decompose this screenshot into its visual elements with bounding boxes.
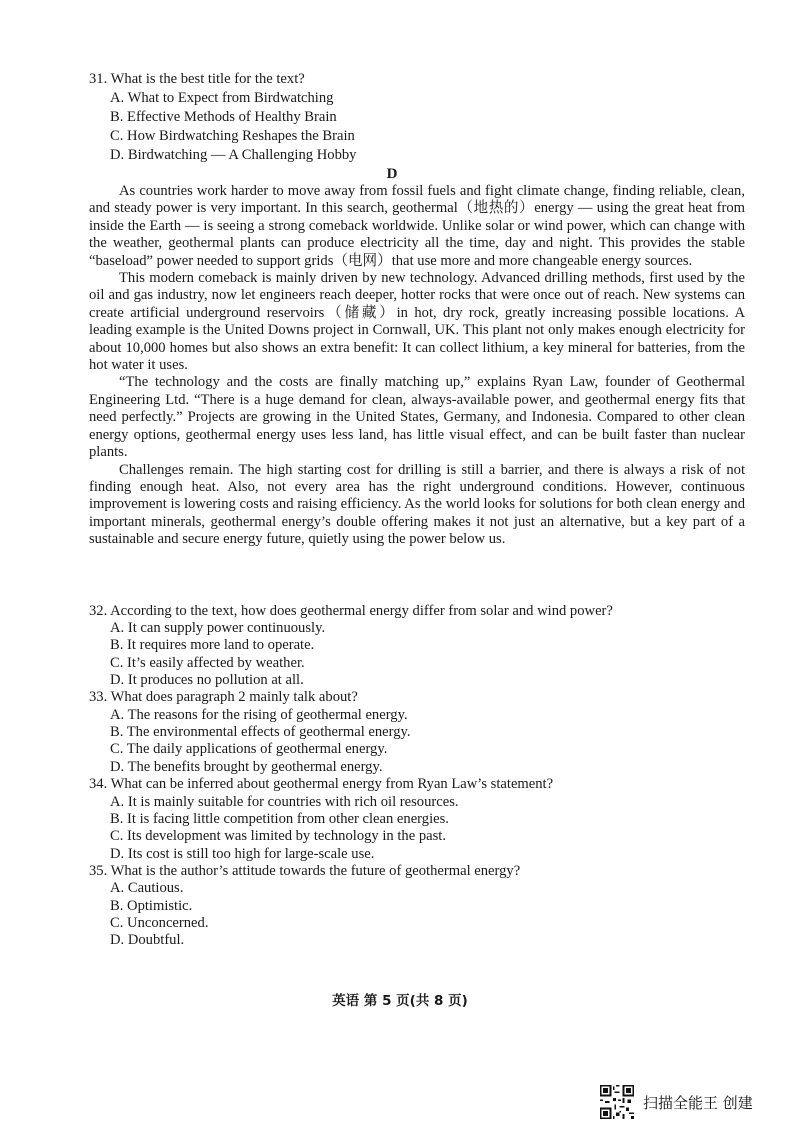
q34-option-b: B. It is facing little competition from other clean energies. — [110, 811, 449, 827]
q31-option-b: B. Effective Methods of Healthy Brain — [110, 109, 337, 125]
scanner-watermark — [600, 1085, 753, 1119]
q35-option-d: D. Doubtful. — [110, 932, 185, 948]
q32-option-a: A. It can supply power continuously. — [110, 620, 326, 636]
q31-option-c: C. How Birdwatching Reshapes the Brain — [110, 128, 355, 144]
q31-option-a: A. What to Expect from Birdwatching — [110, 90, 334, 106]
q33-option-c: C. The daily applications of geothermal energy. — [110, 741, 388, 757]
q35-option-a: A. Cautious. — [110, 880, 184, 896]
q32-option-c: C. It’s easily affected by weather. — [110, 655, 305, 671]
passage-paragraph-4: Challenges remain. The high starting cost for drilling is still a barrier, and there is always a risk of not finding enough heat. Also, not every area has the right underground conditions. However, continuous improvement is lowering costs and raising efficiency. As the world looks for solutions for both clean energy and important minerals, geothermal energy’s double offering makes it not just an alternative, but a key part of a sustainable and secure energy future, quietly using the power below us. — [89, 461, 745, 548]
question-32: 32. According to the text, how does geothermal energy differ from solar and wind power? — [89, 603, 613, 619]
q34-option-d: D. Its cost is still too high for large-scale use. — [110, 846, 375, 862]
q34-option-a: A. It is mainly suitable for countries with rich oil resources. — [110, 794, 459, 810]
watermark-text: 扫描全能王 创建 — [643, 1093, 753, 1112]
qr-code-icon — [600, 1085, 634, 1119]
passage-paragraph-2: This modern comeback is mainly driven by new technology. Advanced drilling methods, first used by the oil and gas industry, now let engineers reach deeper, hotter rocks that were once out of reach. New systems can create artificial underground reservoirs（储藏）in hot, dry rock, greatly increasing possible locations. A leading example is the United Downs project in Cornwall, UK. This plant not only makes enough electricity for about 10,000 homes but also shows an extra benefit: It can collect lithium, a key mineral for batteries, from the hot water it uses. — [89, 270, 745, 374]
question-35: 35. What is the author’s attitude towards the future of geothermal energy? — [89, 863, 521, 879]
q33-option-d: D. The benefits brought by geothermal energy. — [110, 759, 383, 775]
question-34: 34. What can be inferred about geothermal energy from Ryan Law’s statement? — [89, 776, 554, 792]
q33-option-b: B. The environmental effects of geothermal energy. — [110, 724, 411, 740]
q32-option-d: D. It produces no pollution at all. — [110, 672, 304, 688]
q35-option-b: B. Optimistic. — [110, 898, 193, 914]
passage-paragraph-3: “The technology and the costs are finally matching up,” explains Ryan Law, founder of Geothermal Engineering Ltd. “There is a huge demand for clean, always-available power, and geothermal energy fits that need perfectly.” Projects are growing in the United States, Germany, and Indonesia. Compared to other clean energy options, geothermal energy uses less land, has little visual effect, and can be built faster than nuclear plants. — [89, 374, 745, 461]
q34-option-c: C. Its development was limited by technology in the past. — [110, 828, 447, 844]
q31-option-d: D. Birdwatching — A Challenging Hobby — [110, 147, 357, 163]
passage-paragraph-1: As countries work harder to move away from fossil fuels and fight climate change, finding reliable, clean, and steady power is very important. In this search, geothermal（地热的）energy — using the great heat from inside the Earth — is seeing a strong comeback worldwide. Unlike solar or wind power, which can change with the weather, geothermal plants can produce electricity all the time, day and night. This provides the stable “baseload” power needed to support grids（电网）that use more and more changeable energy sources. — [89, 183, 745, 269]
q33-option-a: A. The reasons for the rising of geothermal energy. — [110, 707, 408, 723]
passage-d — [89, 183, 745, 549]
question-31: 31. What is the best title for the text? — [89, 71, 305, 87]
page-footer: 英语 第 5 页(共 8 页) — [332, 993, 468, 1009]
q35-option-c: C. Unconcerned. — [110, 915, 209, 931]
question-33: 33. What does paragraph 2 mainly talk about? — [89, 689, 358, 705]
section-heading: D — [386, 166, 398, 182]
q32-option-b: B. It requires more land to operate. — [110, 637, 315, 653]
